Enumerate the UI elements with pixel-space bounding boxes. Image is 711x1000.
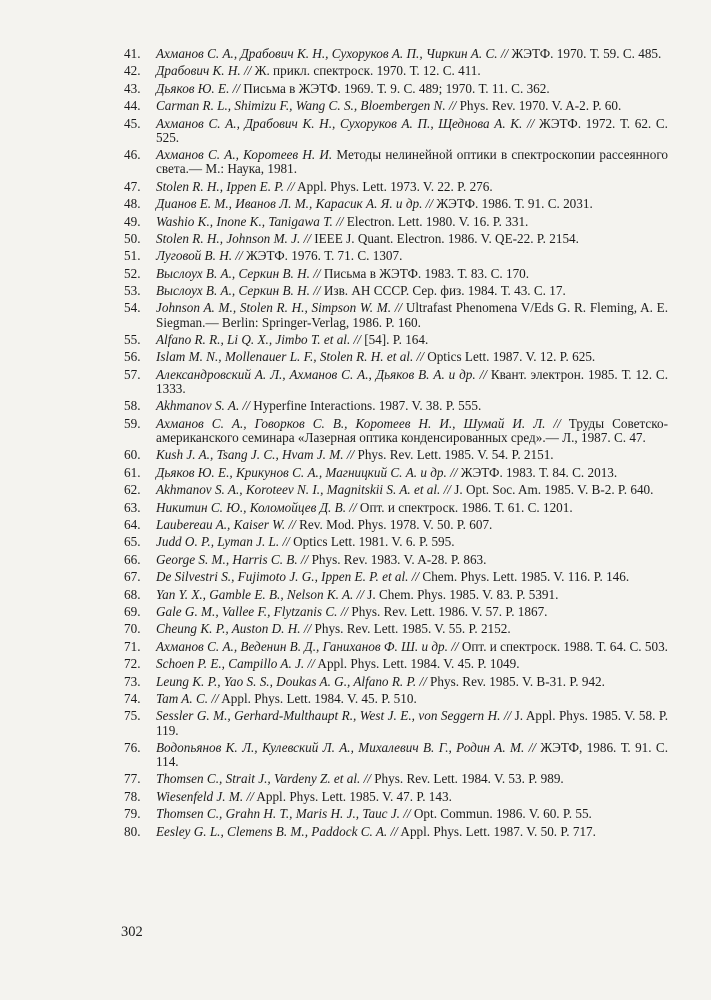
reference-number: 67. bbox=[124, 569, 141, 585]
reference-text bbox=[156, 350, 668, 364]
reference-number: 69. bbox=[124, 603, 141, 619]
reference-source: Optics Lett. 1981. V. 6. P. 595. bbox=[289, 534, 455, 550]
reference-entry bbox=[124, 180, 668, 194]
reference-text bbox=[156, 417, 668, 445]
reference-number: 59. bbox=[124, 415, 141, 431]
reference-text bbox=[156, 675, 668, 689]
reference-source: Phys. Rev. 1983. V. A-28. P. 863. bbox=[308, 551, 487, 567]
reference-number: 62. bbox=[124, 482, 141, 498]
reference-text bbox=[156, 215, 668, 229]
reference-source: ЖЭТФ. 1986. Т. 91. С. 2031. bbox=[433, 196, 593, 212]
reference-entry bbox=[124, 622, 668, 636]
reference-entry bbox=[124, 215, 668, 229]
reference-text bbox=[156, 741, 668, 769]
reference-authors: Akhmanov S. A., Koroteev N. I., Magnitskii S. A. et al. // bbox=[156, 482, 451, 498]
reference-number: 73. bbox=[124, 673, 141, 689]
reference-number: 48. bbox=[124, 196, 141, 212]
reference-authors: Cheung K. P., Auston D. H. // bbox=[156, 621, 312, 637]
reference-number: 60. bbox=[124, 447, 141, 463]
reference-source: ЖЭТФ. 1976. Т. 71. С. 1307. bbox=[242, 248, 403, 264]
reference-entry bbox=[124, 399, 668, 413]
reference-number: 61. bbox=[124, 464, 141, 480]
reference-text bbox=[156, 518, 668, 532]
reference-entry bbox=[124, 350, 668, 364]
reference-entry bbox=[124, 197, 668, 211]
reference-authors: Thomsen C., Strait J., Vardeny Z. et al. // bbox=[156, 771, 371, 787]
reference-text bbox=[156, 466, 668, 480]
reference-text bbox=[156, 249, 668, 263]
reference-source: Phys. Rev. Lett. 1986. V. 57. P. 1867. bbox=[348, 603, 548, 619]
reference-text bbox=[156, 622, 668, 636]
reference-number: 42. bbox=[124, 63, 141, 79]
reference-list bbox=[124, 47, 668, 842]
reference-number: 41. bbox=[124, 46, 141, 61]
reference-authors: Judd O. P., Lyman J. L. // bbox=[156, 534, 290, 550]
reference-source: Phys. Rev. Lett. 1985. V. 55. P. 2152. bbox=[311, 621, 511, 637]
reference-source: Appl. Phys. Lett. 1987. V. 50. P. 717. bbox=[397, 823, 596, 839]
reference-entry bbox=[124, 709, 668, 737]
reference-source: Письма в ЖЭТФ. 1969. Т. 9. С. 489; 1970. Т. 11. С. 362. bbox=[240, 80, 550, 96]
reference-authors: Washio K., Inone K., Tanigawa T. // bbox=[156, 213, 344, 229]
reference-authors: Wiesenfeld J. M. // bbox=[156, 788, 254, 804]
reference-text bbox=[156, 483, 668, 497]
reference-authors: Stolen R. H., Johnson M. J. // bbox=[156, 230, 311, 246]
reference-authors: Ахманов С. А., Драбович К. Н., Сухоруков А. П., Чиркин А. С. // bbox=[156, 46, 509, 61]
reference-text bbox=[156, 148, 668, 176]
reference-authors: Ахманов С. А., Веденин В. Д., Ганиханов Ф. Ш. и др. // bbox=[156, 638, 459, 654]
reference-authors: Выслоух В. А., Серкин В. Н. // bbox=[156, 265, 321, 281]
reference-entry bbox=[124, 47, 668, 61]
reference-number: 71. bbox=[124, 638, 141, 654]
reference-source: [54]. P. 164. bbox=[360, 332, 429, 348]
reference-source: Electron. Lett. 1980. V. 16. P. 331. bbox=[343, 213, 529, 229]
reference-authors: Дианов Е. М., Иванов Л. М., Карасик А. Я. и др. // bbox=[156, 196, 434, 212]
reference-entry bbox=[124, 368, 668, 396]
reference-text bbox=[156, 588, 668, 602]
reference-source: ЖЭТФ. 1970. Т. 59. С. 485. bbox=[508, 46, 662, 61]
reference-authors: Johnson A. M., Stolen R. H., Simpson W. M. // bbox=[156, 300, 403, 316]
reference-source: Методы нелинейной оптики в спектроскопии рассеянного света.— М.: Наука, 1981. bbox=[156, 147, 668, 177]
reference-authors: Выслоух В. А., Серкин В. Н. // bbox=[156, 283, 321, 299]
reference-entry bbox=[124, 301, 668, 329]
reference-authors: De Silvestri S., Fujimoto J. G., Ippen E. P. et al. // bbox=[156, 569, 420, 585]
reference-number: 63. bbox=[124, 499, 141, 515]
reference-authors: Водопьянов К. Л., Кулевский Л. А., Михалевич В. Г., Родин А. М. // bbox=[156, 739, 536, 755]
reference-number: 45. bbox=[124, 115, 141, 131]
reference-number: 49. bbox=[124, 213, 141, 229]
reference-source: Appl. Phys. Lett. 1984. V. 45. P. 510. bbox=[218, 690, 417, 706]
reference-text bbox=[156, 709, 668, 737]
reference-entry bbox=[124, 825, 668, 839]
reference-entry bbox=[124, 790, 668, 804]
reference-source: Опт. и спектроск. 1988. Т. 64. С. 503. bbox=[458, 638, 668, 654]
reference-source: Opt. Commun. 1986. V. 60. P. 55. bbox=[410, 806, 592, 822]
reference-entry bbox=[124, 249, 668, 263]
reference-number: 53. bbox=[124, 283, 141, 299]
reference-authors: Никитин С. Ю., Коломойцев Д. В. // bbox=[156, 499, 357, 515]
reference-number: 44. bbox=[124, 98, 141, 114]
reference-text bbox=[156, 180, 668, 194]
reference-entry bbox=[124, 232, 668, 246]
reference-number: 55. bbox=[124, 332, 141, 348]
reference-authors: Laubereau A., Kaiser W. // bbox=[156, 517, 296, 532]
reference-entry bbox=[124, 99, 668, 113]
reference-source: J. Appl. Phys. 1985. V. 58. P. 119. bbox=[156, 708, 668, 738]
reference-source: Ultrafast Phenomena V/Eds G. R. Fleming, A. E. Siegman.— Berlin: Springer-Verlag, 1986. P. 160. bbox=[156, 300, 668, 330]
reference-text bbox=[156, 301, 668, 329]
reference-source: Письма в ЖЭТФ. 1983. Т. 83. С. 170. bbox=[320, 265, 530, 281]
reference-entry bbox=[124, 605, 668, 619]
reference-text bbox=[156, 692, 668, 706]
reference-text bbox=[156, 117, 668, 145]
reference-text bbox=[156, 772, 668, 786]
reference-number: 76. bbox=[124, 739, 141, 755]
reference-authors: Gale G. M., Vallee F., Flytzanis C. // bbox=[156, 603, 349, 619]
reference-text bbox=[156, 807, 668, 821]
reference-entry bbox=[124, 284, 668, 298]
reference-number: 70. bbox=[124, 621, 141, 637]
reference-authors: Yan Y. X., Gamble E. B., Nelson K. A. // bbox=[156, 586, 364, 602]
reference-authors: Islam M. N., Mollenauer L. F., Stolen R. H. et al. // bbox=[156, 349, 424, 365]
reference-authors: Kush J. A., Tsang J. C., Hvam J. M. // bbox=[156, 447, 355, 463]
page-number: 302 bbox=[121, 924, 143, 940]
reference-source: Опт. и спектроск. 1986. Т. 61. С. 1201. bbox=[356, 499, 573, 515]
reference-source: Phys. Rev. 1970. V. A-2. P. 60. bbox=[456, 98, 622, 114]
reference-source: J. Opt. Soc. Am. 1985. V. B-2. P. 640. bbox=[450, 482, 654, 498]
reference-entry bbox=[124, 588, 668, 602]
reference-number: 79. bbox=[124, 806, 141, 822]
reference-authors: Eesley G. L., Clemens B. M., Paddock C. A. // bbox=[156, 823, 398, 839]
reference-entry bbox=[124, 570, 668, 584]
reference-text bbox=[156, 535, 668, 549]
reference-source: IEEE J. Quant. Electron. 1986. V. QE-22. P. 2154. bbox=[310, 230, 579, 246]
reference-entry bbox=[124, 535, 668, 549]
reference-source: ЖЭТФ. 1983. Т. 84. С. 2013. bbox=[457, 464, 618, 480]
reference-text bbox=[156, 448, 668, 462]
reference-source: ЖЭТФ, 1986. Т. 91. С. 114. bbox=[156, 739, 668, 770]
reference-text bbox=[156, 267, 668, 281]
reference-authors: Carman R. L., Shimizu F., Wang C. S., Bloembergen N. // bbox=[156, 98, 457, 114]
reference-text bbox=[156, 657, 668, 671]
reference-text bbox=[156, 790, 668, 804]
reference-text bbox=[156, 284, 668, 298]
reference-entry bbox=[124, 64, 668, 78]
reference-entry bbox=[124, 466, 668, 480]
reference-entry bbox=[124, 117, 668, 145]
reference-source: Appl. Phys. Lett. 1973. V. 22. P. 276. bbox=[294, 178, 493, 194]
reference-source: Phys. Rev. Lett. 1984. V. 53. P. 989. bbox=[370, 771, 564, 787]
reference-source: J. Chem. Phys. 1985. V. 83. P. 5391. bbox=[363, 586, 559, 602]
reference-number: 66. bbox=[124, 551, 141, 567]
reference-source: Ж. прикл. спектроск. 1970. Т. 12. С. 411. bbox=[251, 63, 481, 79]
reference-text bbox=[156, 99, 668, 113]
reference-authors: Alfano R. R., Li Q. X., Jimbo T. et al. // bbox=[156, 332, 361, 348]
reference-text bbox=[156, 825, 668, 839]
reference-text bbox=[156, 570, 668, 584]
reference-number: 51. bbox=[124, 248, 141, 264]
reference-text bbox=[156, 47, 668, 61]
reference-source: Изв. АН СССР. Сер. физ. 1984. Т. 43. С. 17. bbox=[320, 283, 566, 299]
reference-text bbox=[156, 232, 668, 246]
reference-authors: Ахманов С. А., Говорков С. В., Коротеев Н. И., Шумай И. Л. // bbox=[156, 415, 561, 431]
reference-number: 74. bbox=[124, 690, 141, 706]
reference-number: 65. bbox=[124, 534, 141, 550]
reference-number: 46. bbox=[124, 147, 141, 163]
reference-number: 78. bbox=[124, 788, 141, 804]
reference-authors: Leung K. P., Yao S. S., Doukas A. G., Alfano R. P. // bbox=[156, 673, 427, 689]
reference-text bbox=[156, 82, 668, 96]
reference-entry bbox=[124, 483, 668, 497]
reference-number: 58. bbox=[124, 398, 141, 414]
reference-source: Appl. Phys. Lett. 1985. V. 47. P. 143. bbox=[253, 788, 452, 804]
reference-authors: George S. M., Harris C. B. // bbox=[156, 551, 309, 567]
reference-source: Phys. Rev. 1985. V. B-31. P. 942. bbox=[426, 673, 605, 689]
reference-entry bbox=[124, 657, 668, 671]
reference-entry bbox=[124, 501, 668, 515]
reference-authors: Ахманов С. А., Драбович К. Н., Сухоруков А. П., Щеднова А. К. // bbox=[156, 115, 535, 131]
reference-authors: Ахманов С. А., Коротеев Н. И. bbox=[156, 147, 333, 163]
reference-text bbox=[156, 605, 668, 619]
reference-number: 50. bbox=[124, 230, 141, 246]
reference-entry bbox=[124, 148, 668, 176]
reference-authors: Akhmanov S. A. // bbox=[156, 398, 250, 414]
reference-entry bbox=[124, 333, 668, 347]
reference-source: Hyperfine Interactions. 1987. V. 38. P. 555. bbox=[249, 398, 482, 414]
reference-entry bbox=[124, 518, 668, 532]
reference-text bbox=[156, 399, 668, 413]
reference-number: 72. bbox=[124, 656, 141, 672]
reference-source: Rev. Mod. Phys. 1978. V. 50. P. 607. bbox=[295, 517, 493, 532]
reference-authors: Schoen P. E., Campillo A. J. // bbox=[156, 656, 315, 672]
reference-number: 77. bbox=[124, 771, 141, 787]
reference-source: Optics Lett. 1987. V. 12. P. 625. bbox=[423, 349, 596, 365]
reference-entry bbox=[124, 267, 668, 281]
reference-text bbox=[156, 501, 668, 515]
reference-text bbox=[156, 640, 668, 654]
reference-entry bbox=[124, 448, 668, 462]
reference-authors: Sessler G. M., Gerhard-Multhaupt R., West J. E., von Seggern H. // bbox=[156, 708, 512, 724]
reference-authors: Дьяков Ю. Е. // bbox=[156, 80, 240, 96]
reference-source: Квант. электрон. 1985. Т. 12. С. 1333. bbox=[156, 366, 668, 397]
reference-entry bbox=[124, 772, 668, 786]
reference-number: 56. bbox=[124, 349, 141, 365]
reference-entry bbox=[124, 417, 668, 445]
reference-number: 47. bbox=[124, 178, 141, 194]
reference-number: 75. bbox=[124, 708, 141, 724]
reference-text bbox=[156, 368, 668, 396]
reference-text bbox=[156, 197, 668, 211]
reference-authors: Луговой В. Н. // bbox=[156, 248, 243, 264]
reference-source: Phys. Rev. Lett. 1985. V. 54. P. 2151. bbox=[354, 447, 554, 463]
reference-source: Chem. Phys. Lett. 1985. V. 116. P. 146. bbox=[419, 569, 630, 585]
reference-authors: Дьяков Ю. Е., Крикунов С. А., Магницкий С. А. и др. // bbox=[156, 464, 458, 480]
reference-number: 57. bbox=[124, 366, 141, 382]
reference-authors: Александровский А. Л., Ахманов С. А., Дьяков В. А. и др. // bbox=[156, 366, 487, 382]
reference-number: 43. bbox=[124, 80, 141, 96]
reference-text bbox=[156, 333, 668, 347]
reference-entry bbox=[124, 692, 668, 706]
reference-authors: Thomsen C., Grahn H. T., Maris H. J., Tauc J. // bbox=[156, 806, 411, 822]
reference-entry bbox=[124, 553, 668, 567]
reference-text bbox=[156, 553, 668, 567]
reference-number: 68. bbox=[124, 586, 141, 602]
reference-authors: Stolen R. H., Ippen E. P. // bbox=[156, 178, 295, 194]
reference-entry bbox=[124, 807, 668, 821]
reference-entry bbox=[124, 82, 668, 96]
reference-source: Appl. Phys. Lett. 1984. V. 45. P. 1049. bbox=[314, 656, 520, 672]
reference-number: 64. bbox=[124, 517, 141, 532]
reference-source: ЖЭТФ. 1972. Т. 62. С. 525. bbox=[156, 115, 668, 145]
reference-number: 52. bbox=[124, 265, 141, 281]
reference-number: 80. bbox=[124, 823, 141, 839]
reference-text bbox=[156, 64, 668, 78]
reference-authors: Tam A. C. // bbox=[156, 690, 219, 706]
reference-source: Труды Советско-американского семинара «Лазерная оптика конденсированных сред».— Л., 1987. С. 47. bbox=[156, 415, 668, 446]
reference-entry bbox=[124, 640, 668, 654]
reference-authors: Драбович К. Н. // bbox=[156, 63, 252, 79]
reference-entry bbox=[124, 741, 668, 769]
reference-entry bbox=[124, 675, 668, 689]
reference-number: 54. bbox=[124, 300, 141, 316]
